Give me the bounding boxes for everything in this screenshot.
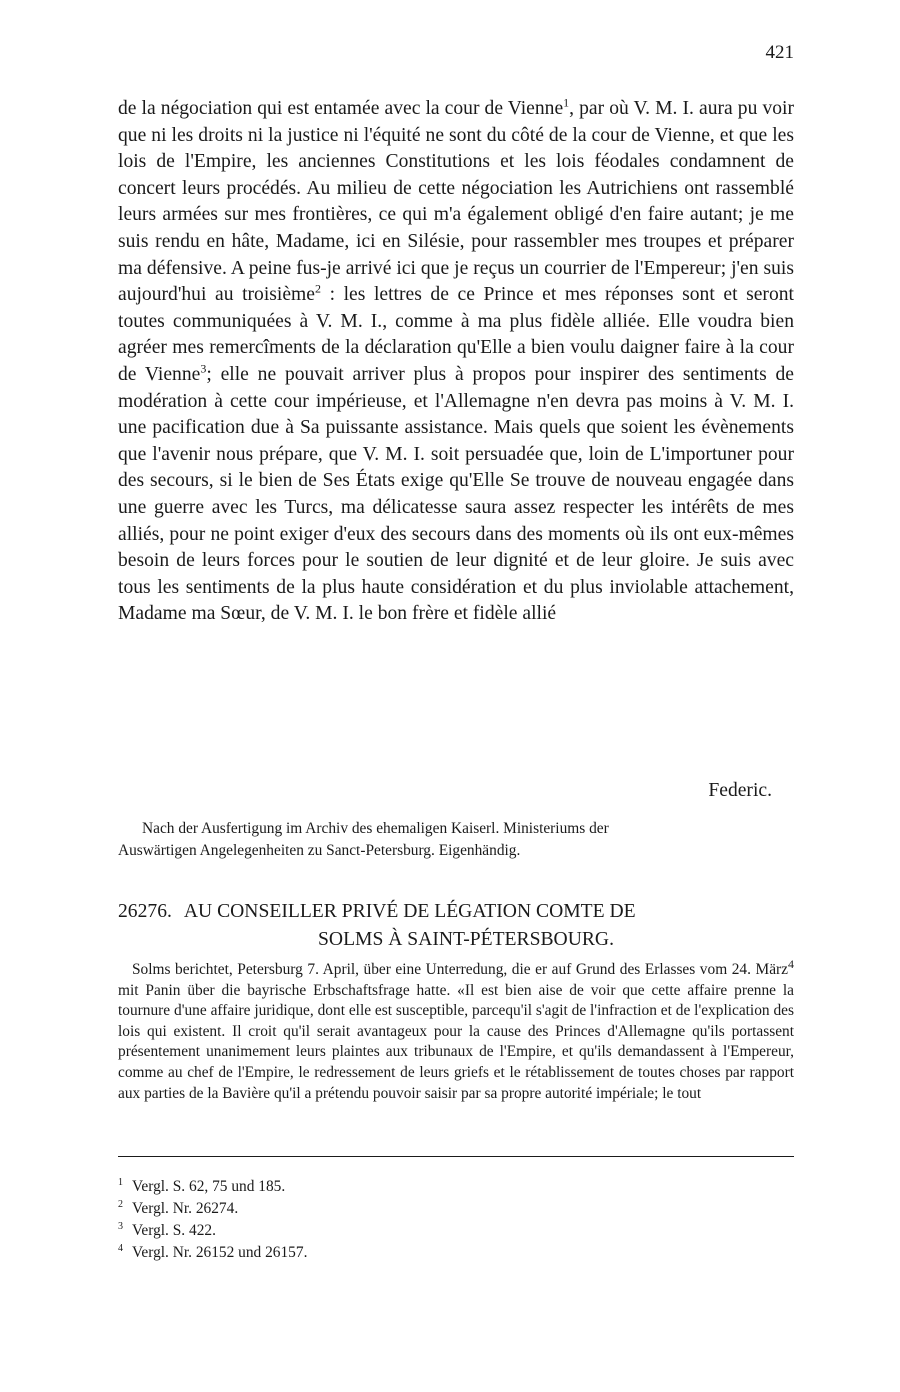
source-note-line-2: Auswärtigen Angelegenheiten zu Sanct-Petersburg. Eigenhändig.: [118, 842, 521, 859]
footnote-ref-4: 4: [788, 956, 794, 971]
footnote-item: 1 Vergl. S. 62, 75 und 185.: [118, 1176, 286, 1195]
footnote-ref-1: 1: [563, 95, 570, 110]
footnote-item: 3 Vergl. S. 422.: [118, 1220, 216, 1239]
letter-text-2: , par où V. M. I. aura pu voir que ni les droits ni la justice ni l'équité ne sont du côté de la cour de Vienne, et que les lois de l'Empire, les anciennes Constitutions et les lois féodales condamnent de concert leurs procédés. Au milieu de cette négociation les Autrichiens ont rassemblé leurs armées sur mes frontières, ce qui m'a également obligé d'en faire autant; je me suis rendu en hâte, Madame, ici en Silésie, pour rassembler mes troupes et préparer ma défensive. A peine fus-je arrivé ici que je reçus un courrier de l'Empereur; j'en suis aujourd'hui au troisième: [118, 98, 794, 306]
page-number: 421: [765, 42, 794, 63]
footnotes-list: [118, 1176, 794, 1264]
source-note: [118, 818, 794, 862]
footnote-ref-3: 3: [200, 361, 207, 376]
signature: Federic.: [708, 780, 772, 801]
footnote-text: Vergl. S. 62, 75 und 185.: [132, 1178, 286, 1195]
summary-paragraph: [118, 956, 794, 1104]
heading-title-line-2: SOLMS À SAINT-PÉTERSBOURG.: [318, 929, 614, 950]
summary-text-1: Solms berichtet, Petersburg 7. April, über eine Unterredung, die er auf Grund des Erlasses vom 24. März: [132, 961, 788, 978]
footnote-ref-2: 2: [315, 281, 321, 296]
letter-text-1: de la négociation qui est entamée avec la cour de Vienne: [118, 98, 564, 119]
footnote-item: 4 Vergl. Nr. 26152 und 26157.: [118, 1242, 308, 1261]
letter-body: [118, 96, 794, 628]
footnote-text: Vergl. S. 422.: [132, 1222, 216, 1239]
summary-text-2: mit Panin über die bayrische Erbschaftsfrage hatte. «Il est bien aise de voir que cette affaire prenne la tournure d'une affaire juridique, dont elle est susceptible, parcequ'il s'agit de l'infraction et de l'explication des lois qui existent. Il croit qu'il serait avantageux pour la cause des Princes d'Allemagne qu'ils portassent présentement unanimement leurs plaintes aux tribunaux de l'Empire, et qu'ils demandassent à l'Empereur, comme au chef de l'Empire, le redressement de leurs griefs et le rétablissement de toutes choses par rapport aux parties de la Bavière qu'il a prétendu pouvoir saisir par sa propre autorité impériale; le tout: [118, 981, 794, 1102]
document-number: 26276.: [118, 901, 172, 922]
footnote-item: 2 Vergl. Nr. 26274.: [118, 1198, 239, 1217]
source-note-line-1: Nach der Ausfertigung im Archiv des ehemaligen Kaiserl. Ministeriums der: [142, 820, 609, 837]
footnote-divider: [118, 1156, 794, 1157]
document-heading: [118, 898, 794, 954]
letter-text-4: ; elle ne pouvait arriver plus à propos pour inspirer des sentiments de modération à cette cour impérieuse, et l'Allemagne n'en devra pas moins à V. M. I. une pacification due à Sa puissante assistance. Mais quels que soient les évènements que l'avenir nous prépare, que V. M. I. soit persuadée que, loin de L'importuner pour des secours, si le bien de Ses États exige qu'Elle Se trouve de nouveau engagée dans une guerre avec les Turcs, ma délicatesse saura assez respecter les intérêts de mes alliés, pour ne point exiger d'eux des secours dans des moments où ils ont eux-mêmes besoin de leurs forces pour le soutien de leur dignité et de leur gloire. Je suis avec tous les sentiments de la plus haute considération et du plus inviolable attachement, Madame ma Sœur, de V. M. I. le bon frère et fidèle allié: [118, 363, 794, 625]
footnote-text: Vergl. Nr. 26152 und 26157.: [132, 1244, 308, 1261]
heading-title-line-1: AU CONSEILLER PRIVÉ DE LÉGATION COMTE DE: [183, 901, 636, 922]
heading-line-1: [118, 898, 794, 926]
letter-text-3: : les lettres de ce Prince et mes réponses sont et seront toutes communiquées à V. M. I., comme à ma plus fidèle alliée. Elle voudra bien agréer mes remercîments de la déclaration qu'Elle a bien voulu daigner faire à la cour de Vienne: [118, 284, 794, 385]
footnote-text: Vergl. Nr. 26274.: [132, 1200, 239, 1217]
